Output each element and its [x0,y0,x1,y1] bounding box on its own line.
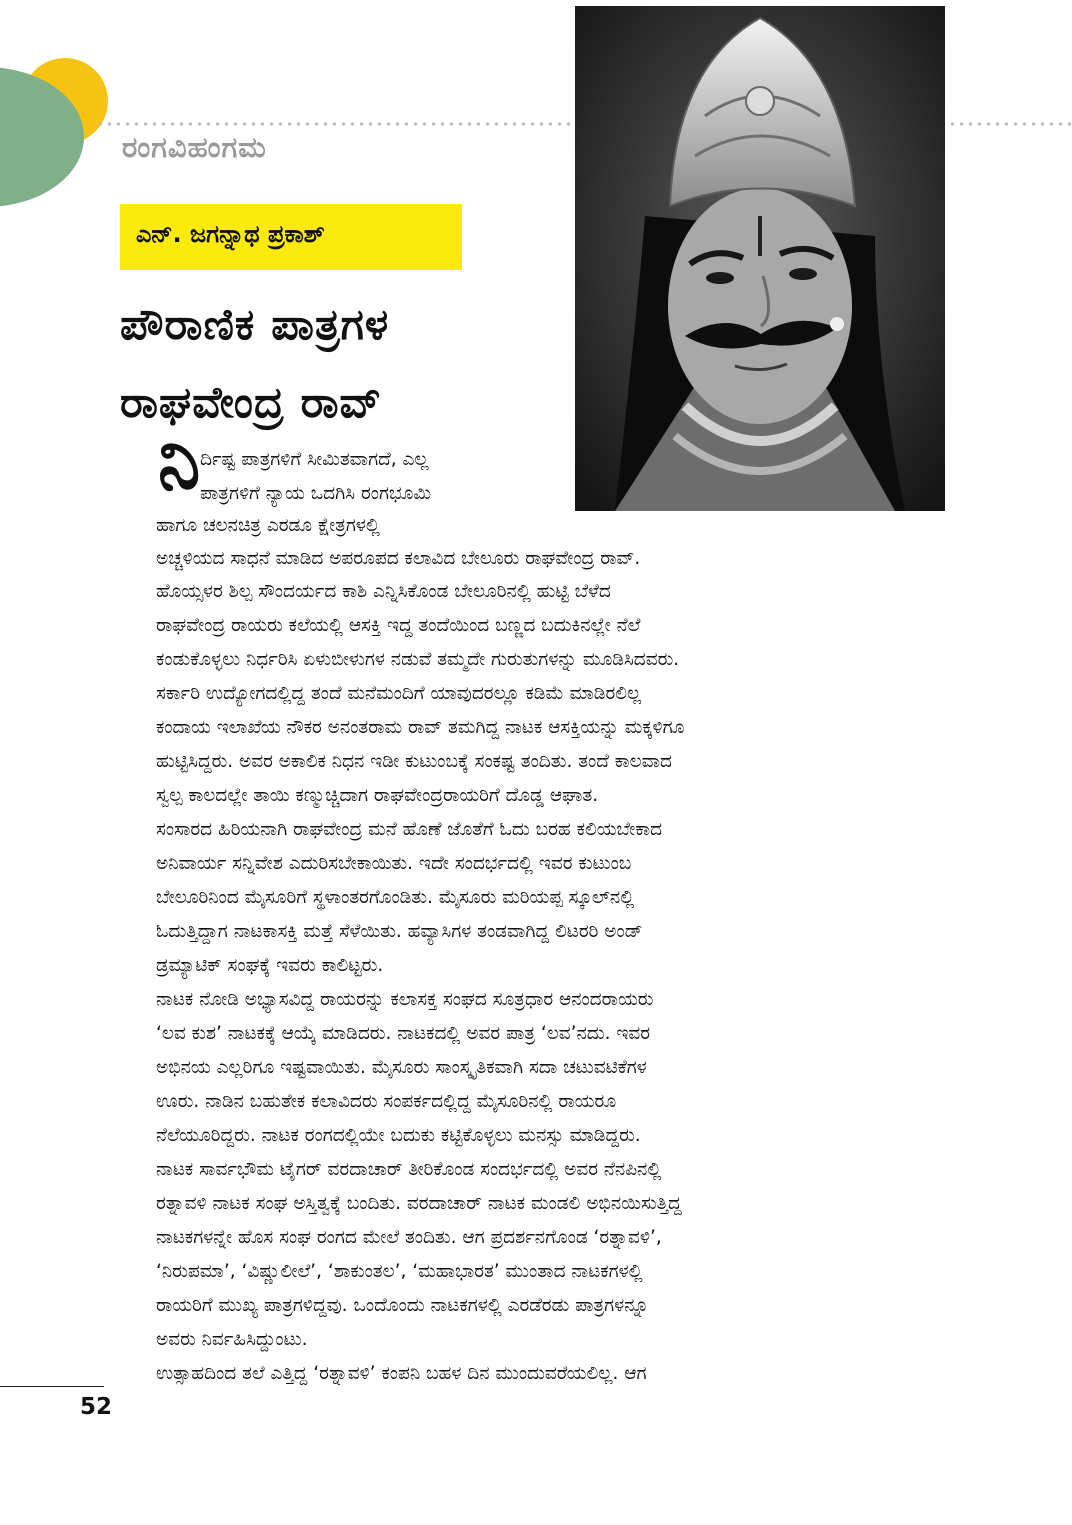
portrait-photo [575,6,945,511]
article-title-line1: ಪೌರಾಣಿಕ ಪಾತ್ರಗಳ [120,300,390,350]
drop-cap: ನಿ [158,417,201,506]
body-line: ಹುಟ್ಟಿಸಿದ್ದರು. ಅವರ ಅಕಾಲಿಕ ನಿಧನ ಇಡೀ ಕುಟುಂಬಕ್ಕೆ ಸಂಕಷ್ಟ ತಂದಿತು. ತಂದೆ ಕಾಲವಾದ [156,751,672,772]
page-number-rule [0,1386,104,1387]
body-line: ರಾಘವೇಂದ್ರ ರಾಯರು ಕಲೆಯಲ್ಲಿ ಆಸಕ್ತಿ ಇದ್ದ ತಂದೆಯಿಂದ ಬಣ್ಣದ ಬದುಕಿನಲ್ಲೇ ನೆಲೆ [156,615,641,636]
section-title: ರಂಗವಿಹಂಗಮ [122,130,267,164]
body-line: ಸರ್ಕಾರಿ ಉದ್ಯೋಗದಲ್ಲಿದ್ದ ತಂದೆ ಮನೆಮಂದಿಗೆ ಯಾವುದರಲ್ಲೂ ಕಡಿಮೆ ಮಾಡಿರಲಿಲ್ಲ [156,683,642,704]
portrait-illustration-icon [575,6,945,511]
body-line: ಸಂಸಾರದ ಹಿರಿಯನಾಗಿ ರಾಘವೇಂದ್ರ ಮನೆ ಹೊಣೆ ಜೊತೆಗೆ ಓದು ಬರಹ ಕಲಿಯಬೇಕಾದ [156,819,663,840]
body-line: ಉತ್ಸಾಹದಿಂದ ತಲೆ ಎತ್ತಿದ್ದ ‘ರತ್ನಾವಳಿ’ ಕಂಪನಿ ಬಹಳ ದಿನ ಮುಂದುವರೆಯಲಿಲ್ಲ. ಆಗ [156,1363,647,1384]
body-line: ರಾಯರಿಗೆ ಮುಖ್ಯ ಪಾತ್ರಗಳಿದ್ದವು. ಒಂದೊಂದು ನಾಟಕಗಳಲ್ಲಿ ಎರಡೆರಡು ಪಾತ್ರಗಳನ್ನೂ [156,1295,649,1316]
body-line: ನೆಲೆಯೂರಿದ್ದರು. ನಾಟಕ ರಂಗದಲ್ಲಿಯೇ ಬದುಕು ಕಟ್ಟಿಕೊಳ್ಳಲು ಮನಸ್ಸು ಮಾಡಿದ್ದರು. [156,1125,641,1146]
body-line: ಊರು. ನಾಡಿನ ಬಹುತೇಕ ಕಲಾವಿದರು ಸಂಪರ್ಕದಲ್ಲಿದ್ದ ಮೈಸೂರಿನಲ್ಲಿ ರಾಯರೂ [156,1091,617,1112]
body-line: ರತ್ನಾವಳಿ ನಾಟಕ ಸಂಘ ಅಸ್ತಿತ್ವಕ್ಕೆ ಬಂದಿತು. ವರದಾಚಾರ್‌ ನಾಟಕ ಮಂಡಲಿ ಅಭಿನಯಿಸುತ್ತಿದ್ದ [156,1193,682,1214]
body-line: ಅನಿವಾರ್ಯ ಸನ್ನಿವೇಶ ಎದುರಿಸಬೇಕಾಯಿತು. ಇದೇ ಸಂದರ್ಭದಲ್ಲಿ ಇವರ ಕುಟುಂಬ [156,853,632,874]
author-name: ಎನ್‌. ಜಗನ್ನಾಥ ಪ್ರಕಾಶ್‌ [136,220,325,248]
dotted-rule-right [948,122,1072,126]
body-line: ‘ನಿರುಪಮಾ’, ‘ವಿಷ್ಣುಲೀಲೆ’, ‘ಶಾಕುಂತಲ’, ‘ಮಹಾಭಾರತ’ ಮುಂತಾದ ನಾಟಕಗಳಲ್ಲಿ [156,1261,643,1282]
body-line: ಪಾತ್ರಗಳಿಗೆ ನ್ಯಾಯ ಒದಗಿಸಿ ರಂಗಭೂಮಿ [200,483,432,504]
body-line: ಡ್ರಮ್ಯಾಟಿಕ್‌ ಸಂಘಕ್ಕೆ ಇವರು ಕಾಲಿಟ್ಟರು. [156,955,384,976]
body-line: ‘ಲವ ಕುಶ’ ನಾಟಕಕ್ಕೆ ಆಯ್ಕೆ ಮಾಡಿದರು. ನಾಟಕದಲ್ಲಿ ಅವರ ಪಾತ್ರ ‘ಲವ’ನದು. ಇವರ [156,1023,651,1044]
body-line: ಕಂದಾಯ ಇಲಾಖೆಯ ನೌಕರ ಅನಂತರಾಮ ರಾವ್‌ ತಮಗಿದ್ದ ನಾಟಕ ಆಸಕ್ತಿಯನ್ನು ಮಕ್ಕಳಿಗೂ [156,717,685,738]
body-line: ಕಂಡುಕೊಳ್ಳಲು ನಿರ್ಧರಿಸಿ ಏಳುಬೀಳುಗಳ ನಡುವೆ ತಮ್ಮದೇ ಗುರುತುಗಳನ್ನು ಮೂಡಿಸಿದವರು. [156,649,680,670]
body-line: ನಾಟಕ ಸಾರ್ವಭೌಮ ಟೈಗರ್‌ ವರದಾಚಾರ್‌ ತೀರಿಕೊಂಡ ಸಂದರ್ಭದಲ್ಲಿ ಅವರ ನೆನಪಿನಲ್ಲಿ [156,1159,662,1180]
body-line: ಅವರು ನಿರ್ವಹಿಸಿದ್ದುಂಟು. [156,1329,308,1350]
body-line: ಅಭಿನಯ ಎಲ್ಲರಿಗೂ ಇಷ್ಟವಾಯಿತು. ಮೈಸೂರು ಸಾಂಸ್ಕೃತಿಕವಾಗಿ ಸದಾ ಚಟುವಟಿಕೆಗಳ [156,1057,647,1078]
body-line: ರ್ದಿಷ್ಟ ಪಾತ್ರಗಳಿಗೆ ಸೀಮಿತವಾಗದೆ, ಎಲ್ಲ [200,449,429,470]
body-line: ಅಚ್ಚಳಿಯದ ಸಾಧನೆ ಮಾಡಿದ ಅಪರೂಪದ ಕಲಾವಿದ ಬೇಲೂರು ರಾಘವೇಂದ್ರ ರಾವ್‌. [156,548,641,569]
body-line: ನಾಟಕ ನೋಡಿ ಅಭ್ಯಾಸವಿದ್ದ ರಾಯರನ್ನು ಕಲಾಸಕ್ತ ಸಂಘದ ಸೂತ್ರಧಾರ ಆನಂದರಾಯರು [156,989,654,1010]
dotted-rule-left [96,122,572,126]
page-number: 52 [80,1394,113,1420]
article-title-line2: ರಾಘವೇಂದ್ರ ರಾವ್‌ [120,378,383,428]
body-line: ನಾಟಕಗಳನ್ನೇ ಹೊಸ ಸಂಘ ರಂಗದ ಮೇಲೆ ತಂದಿತು. ಆಗ ಪ್ರದರ್ಶನಗೊಂಡ ‘ರತ್ನಾವಳಿ’, [156,1227,662,1248]
body-line: ಸ್ವಲ್ಪ ಕಾಲದಲ್ಲೇ ತಾಯಿ ಕಣ್ಮುಚ್ಚಿದಾಗ ರಾಘವೇಂದ್ರರಾಯರಿಗೆ ದೊಡ್ಡ ಆಘಾತ. [156,785,599,806]
body-line: ಹೊಯ್ಸಳರ ಶಿಲ್ಪ ಸೌಂದರ್ಯದ ಕಾಶಿ ಎನ್ನಿಸಿಕೊಂಡ ಬೇಲೂರಿನಲ್ಲಿ ಹುಟ್ಟಿ ಬೆಳೆದ [156,581,611,602]
body-line: ಹಾಗೂ ಚಲನಚಿತ್ರ ಎರಡೂ ಕ್ಷೇತ್ರಗಳಲ್ಲಿ [156,515,380,536]
body-line: ಓದುತ್ತಿದ್ದಾಗ ನಾಟಕಾಸಕ್ತಿ ಮತ್ತೆ ಸೆಳೆಯಿತು. ಹವ್ಯಾಸಿಗಳ ತಂಡವಾಗಿದ್ದ ಲಿಟರರಿ ಅಂಡ್‌ [156,921,643,942]
body-line: ಬೇಲೂರಿನಿಂದ ಮೈಸೂರಿಗೆ ಸ್ಥಳಾಂತರಗೊಂಡಿತು. ಮೈಸೂರು ಮರಿಯಪ್ಪ ಸ್ಕೂಲ್‌ನಲ್ಲಿ [156,887,635,908]
